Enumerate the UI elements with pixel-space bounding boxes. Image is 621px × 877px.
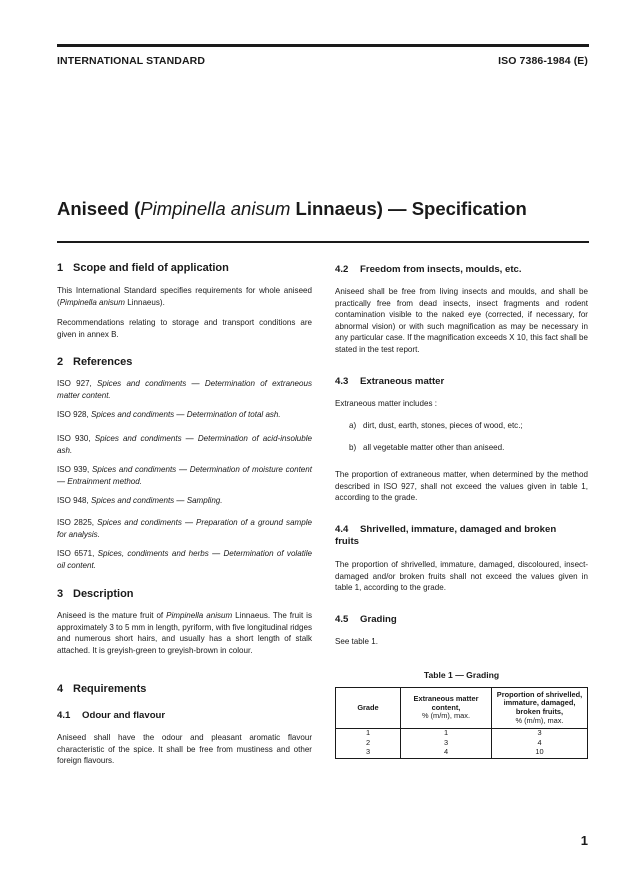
reference-code: ISO 927, <box>57 379 98 388</box>
section-4-3-number: 4.3 <box>335 376 349 387</box>
section-4-5-paragraph: See table 1. <box>335 637 378 646</box>
section-2-number: 2 <box>57 356 64 368</box>
cell-grade: 1 <box>336 729 401 739</box>
reference-code: ISO 939, <box>57 465 92 474</box>
reference-title: Spices and condiments — Determination of acid-insoluble ash. <box>57 434 312 455</box>
section-4-3-intro: Extraneous matter includes : <box>335 399 437 408</box>
section-4-2-paragraph: Aniseed shall be free from living insects and moulds, and shall be practically free from dead insects, insect fragments and rodent contamination visible to the naked eye (corrected, if necessary, for abnormal vision) or with such magnification as may be necessary in any particular case. If the magnification exceeds X 10, this fact shall be stated in the test report. <box>335 287 588 354</box>
s3-p-post: Linnaeus. The fruit is approximately 3 to 5 mm in length, pyriform, with five longitudinal ridges and numerous short hairs, and usually has a short length of stalk attached. It is greyish-green to greyish-brown in colour. <box>57 611 312 655</box>
reference-code: ISO 2825, <box>57 518 98 527</box>
header-grade: Grade <box>336 688 401 729</box>
reference-item <box>57 433 312 456</box>
section-4-heading <box>57 683 146 695</box>
header-extraneous-label: Extraneous matter content, <box>413 694 479 712</box>
page-number: 1 <box>580 833 588 848</box>
table-row <box>336 748 588 758</box>
section-4-5-heading <box>335 614 397 625</box>
section-1-heading <box>57 262 229 274</box>
section-4-3-heading <box>335 376 444 387</box>
cell-proportion: 3 <box>492 729 588 739</box>
cell-proportion: 4 <box>492 739 588 749</box>
header-top-rule <box>57 44 589 47</box>
section-3-paragraph <box>57 610 312 656</box>
s1-p1-post: Linnaeus). <box>125 297 165 307</box>
section-4-5-number: 4.5 <box>335 614 349 625</box>
grading-table <box>335 687 588 759</box>
reference-item <box>57 464 312 487</box>
list-item-label: b) <box>349 443 357 452</box>
header-left: INTERNATIONAL STANDARD <box>57 55 206 67</box>
cell-extraneous: 4 <box>401 748 492 758</box>
section-4-3-paragraph: The proportion of extraneous matter, when determined by the method described in ISO 927, shall not exceed the values given in table 1, according to the grade. <box>335 470 588 502</box>
section-4-1-heading <box>57 710 165 721</box>
cell-proportion: 10 <box>492 748 588 758</box>
reference-item <box>57 378 312 401</box>
reference-item <box>57 548 312 571</box>
table-row <box>336 739 588 749</box>
header-extraneous-unit: % (m/m), max. <box>421 711 471 721</box>
reference-title: Spices and condiments — Sampling. <box>91 496 223 505</box>
section-4-2-heading <box>335 264 522 275</box>
table-row <box>336 729 588 739</box>
s3-p-italic: Pimpinella anisum <box>166 611 233 620</box>
section-4-1-number: 4.1 <box>57 710 71 721</box>
table-1-caption: Table 1 — Grading <box>423 670 500 680</box>
header-proportion-label: Proportion of shrivelled, immature, damaged, broken fruits, <box>496 689 583 716</box>
page-title <box>57 198 527 220</box>
s1-p1-italic: Pimpinella anisum <box>59 297 125 307</box>
section-4-2-title: Freedom from insects, moulds, etc. <box>360 264 522 275</box>
section-4-4-paragraph: The proportion of shrivelled, immature, damaged, discoloured, insect-damaged and/or broken fruits shall not exceed the values given in table 1, according to the grade. <box>335 560 588 592</box>
section-4-title: Requirements <box>73 683 147 695</box>
reference-title: Spices and condiments — Determination of extraneous matter content. <box>57 379 312 400</box>
title-italic: Pimpinella anisum <box>140 198 291 219</box>
list-item <box>349 420 588 432</box>
section-3-number: 3 <box>57 588 64 600</box>
title-rule <box>57 241 589 243</box>
header-proportion-unit: % (m/m), max. <box>515 715 564 725</box>
section-2-heading <box>57 356 132 368</box>
list-item-text: all vegetable matter other than aniseed. <box>363 443 505 452</box>
reference-code: ISO 948, <box>57 496 91 505</box>
section-2-title: References <box>73 356 133 368</box>
section-4-2-number: 4.2 <box>335 264 349 275</box>
reference-title: Spices and condiments — Determination of moisture content — Entrainment method. <box>57 465 312 486</box>
reference-item <box>57 517 312 540</box>
section-1-title: Scope and field of application <box>73 262 229 274</box>
section-4-number: 4 <box>57 683 64 695</box>
list-item <box>349 442 588 454</box>
section-4-4-title-line-1: Shrivelled, immature, damaged and broken <box>360 524 557 535</box>
section-4-4-title-line-2: fruits <box>335 536 359 547</box>
table-header-row <box>336 688 588 729</box>
section-1-number: 1 <box>57 262 64 274</box>
reference-item <box>57 495 312 507</box>
header-right: ISO 7386-1984 (E) <box>498 55 588 67</box>
list-item-text: dirt, dust, earth, stones, pieces of wood, etc.; <box>363 421 523 430</box>
cell-extraneous: 1 <box>401 729 492 739</box>
reference-item <box>57 409 312 421</box>
reference-code: ISO 928, <box>57 410 91 419</box>
s1-p1-pre: This International Standard specifies requirements for whole aniseed ( <box>57 286 312 307</box>
title-post: Linnaeus) — Specification <box>290 198 527 219</box>
section-3-title: Description <box>73 588 134 600</box>
section-4-1-paragraph: Aniseed shall have the odour and pleasant aromatic flavour characteristic of the spice. It shall be free from mustiness and other foreign flavours. <box>57 733 312 765</box>
reference-title: Spices and condiments — Determination of total ash. <box>91 410 281 419</box>
cell-grade: 2 <box>336 739 401 749</box>
reference-title: Spices and condiments — Preparation of a ground sample for analysis. <box>57 518 312 539</box>
header-proportion <box>492 688 588 729</box>
list-item-label: a) <box>349 421 357 430</box>
section-4-3-title: Extraneous matter <box>360 376 445 387</box>
section-4-5-title: Grading <box>360 614 397 625</box>
section-4-4-heading <box>335 524 556 548</box>
cell-extraneous: 3 <box>401 739 492 749</box>
s3-p-pre: Aniseed is the mature fruit of <box>57 611 167 620</box>
cell-grade: 3 <box>336 748 401 758</box>
section-1-paragraph-2: Recommendations relating to storage and transport conditions are given in annex B. <box>57 318 312 339</box>
section-4-4-number: 4.4 <box>335 524 349 535</box>
section-1-paragraph-1 <box>57 285 312 308</box>
reference-title: Spices, condiments and herbs — Determination of volatile oil content. <box>57 549 312 570</box>
reference-code: ISO 930, <box>57 434 95 443</box>
title-pre: Aniseed ( <box>57 198 141 219</box>
header-extraneous <box>401 688 492 729</box>
section-3-heading <box>57 588 134 600</box>
section-4-1-title: Odour and flavour <box>82 710 166 721</box>
reference-code: ISO 6571, <box>57 549 98 558</box>
